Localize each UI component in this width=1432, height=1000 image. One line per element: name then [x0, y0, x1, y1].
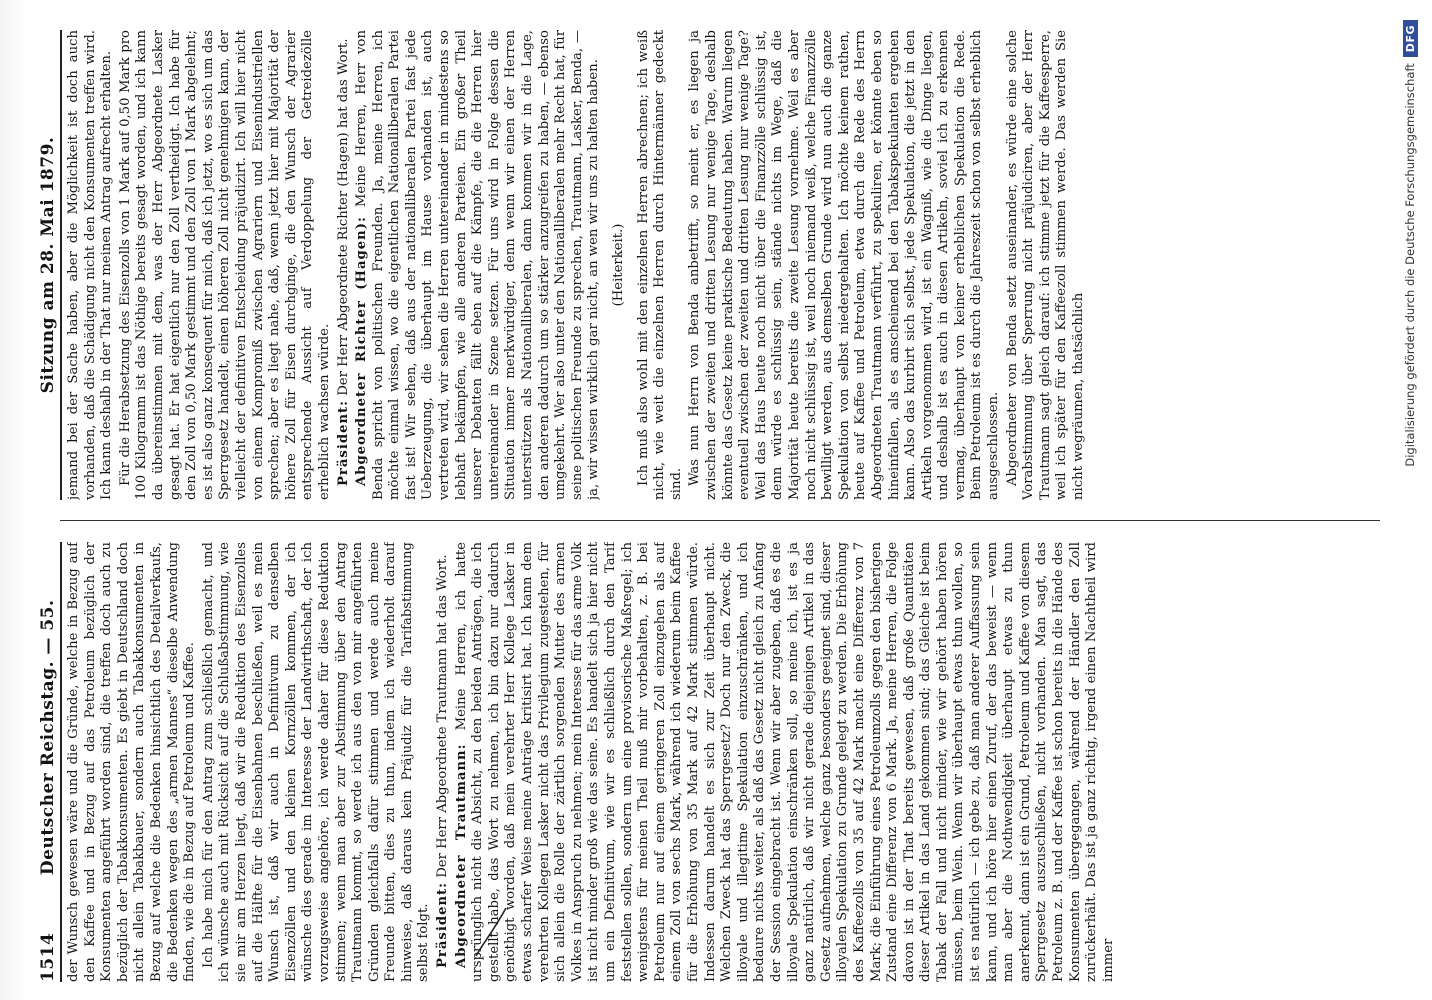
left-column [66, 542, 1388, 982]
pen-stroke-mark [470, 900, 510, 960]
right-paragraph-1: jemand bei der Sache haben, aber die Möglichkeit ist doch auch vorhanden, daß die Schädigung nicht den Konsumenten treffen wird. Ich kann deshalb in der That nur meinen Antrag aufrecht erhalten. [66, 30, 115, 500]
speaker-label: Abgeordneter Trautmann: [453, 743, 469, 968]
digitization-footer [1395, 20, 1425, 980]
right-after-1: Ich muß also wohl mit den einzelnen Herren abrechnen; ich weiß nicht, wie weit die einzelnen Herren durch Hintermänner gedeckt sind. [635, 30, 684, 500]
right-speech [354, 30, 603, 500]
dfg-logo: DFG [1403, 20, 1418, 57]
column-divider [60, 520, 1380, 521]
speech-text: Meine Herren, Herr von Benda spricht von politischen Freunden. Ja, meine Herren, ich möchte einmal wissen, wo die eigentlichen Nationalliberalen Partei fast ist! Wir sehen, daß aus der nationalliberalen Partei fast jede Ueberzeugung, die überhaupt im Hause vorhanden ist, auch vertreten wird, wir sehen die Herren untereinander in mindestens so lebhaft bekämpfen, wie alle anderen Parteien. Ein großer Theil unserer Debatten fällt eben auf die Kämpfe, die die Herren hier untereinander in Szene setzen. Für uns wird in Folge dessen die Situation immer merkwürdiger, denn wenn wir einen der Herren unterstützen als Nationalliberalen, dann kommen wir in die Lage, den anderen dadurch um so stärker anzugreifen zu haben, — ebenso umgekehrt. Wer also unter den Nationalliberalen mehr Recht hat, für seine politischen Freunde zu sprechen, Trautmann, Lasker, Benda, — ja, wir wissen wirklich gar nicht, an wen wir uns zu halten haben. [354, 30, 602, 500]
left-header [30, 542, 62, 982]
left-paragraph-2: Ich habe mich für den Antrag zum schließlich gemacht, und ich wünsche auch mit Rücksicht auf die Schlußabstimmung, wie sie mir am Herzen liegt, daß wir die Reduktion des Eisenzolles auf die Hälfte für die Eisenbahnen beschließen, weil es mein Wunsch ist, daß wir auch in Definitivum zu denselben Eisenzöllen und den kleinen Kornzöllen kommen, der ich wünsche dies gerade im Interesse der Landwirthschaft, der ich vorzugsweise angehöre, ich werde daher für diese Reduktion stimmen; wenn man aber zur Abstimmung über den Antrag Trautmann kommt, so werde ich aus den von mir angeführten Gründen gleichfalls dafür stimmen und werde auch meine Freunde bitten, dies zu thun, indem ich wiederholt darauf hinweise, daß daraus kein Präjudiz für die Tarifabstimmung selbst folgt. [200, 542, 432, 982]
president-text: Der Herr Abgeordnete Richter (Hagen) hat das Wort. [335, 38, 351, 396]
left-president-line [435, 542, 452, 982]
page-number: 1514 [38, 932, 58, 982]
left-speech [454, 542, 1118, 982]
session-date: Sitzung am 28. Mai 1879. [38, 136, 58, 394]
speech-text: Meine Herren, ich hatte ursprünglich nicht die Absicht, zu den beiden Anträgen, die ich gestellt habe, das Wort zu nehmen, ich bin dazu nur dadurch genöthigt worden, daß mein verehrter Herr Kollege Lasker in etwas scharfer Weise meine Anträge kritisirt hat. Ich kann dem verehrten Kollegen Lasker nicht das Privilegium zugestehen, für sich allein die Rolle der zärtlich sorgenden Mutter des armen Volkes in Anspruch zu nehmen; mein Interesse für das arme Volk ist nicht minder groß wie das seine. Es handelt sich ja hier nicht um ein Definitivum, wie wir es schließlich durch den Tarif feststellen sollen, sondern um eine provisorische Maßregel; ich wenigstens für meinen Theil muß mir vorbehalten, z. B. bei Petroleum nur auf einem geringeren Zoll einzugehen als auf einem Zoll von sechs Mark, während ich wiederum beim Kaffee für die Erhöhung von 35 Mark auf 42 Mark stimmen würde. Indessen darum handelt es sich zur Zeit überhaupt nicht. Welchen Zweck hat das Sperrgesetz? Doch nur den Zweck, die illoyale und illegitime Spekulation einzuschränken, und ich bedaure nichts weiter, als daß das Gesetz nicht gleich zu Anfang der Session eingebracht ist. Wenn wir aber zugeben, daß es die illoyale Spekulation einschränken soll, so meine ich, ist es ja ganz natürlich, daß wir nicht gerade diejenigen Artikel in das Gesetz aufnehmen, welche ganz besonders geeignet sind, dieser illoyalen Spekulation zu Grunde gelegt zu werden. Die Erhöhung des Kaffeezolls von 35 auf 42 Mark macht eine Differenz von 7 Mark; die Einführung eines Petroleumzolls gegen den bisherigen Zustand eine Differenz von 6 Mark. Ja, meine Herren, die Folge davon ist in der That bereits gewesen, daß große Quantitäten dieser Artikel in das Land gekommen sind; das Gleiche ist beim Tabak der Fall und nicht minder, wie wir gehört haben hören müssen, beim Wein. Wenn wir überhaupt etwas thun wollen, so ist es natürlich — ich gebe zu, daß man anderer Auffassung sein kann, und ich höre hier einen Zuruf, der das beweist — wenn man aber die Nothwendigkeit überhaupt etwas zu thun anerkennt, dann ist ein Grund, Petroleum und Kaffee von diesem Sperrgesetz auszuschließen, nicht vorhanden. Man sagt, das Petroleum z. B. und der Kaffee ist schon bereits in die Hände des Konsumenten übergegangen, während der Händler den Zoll zurückerhält. Das ist ja ganz richtig, irgend einen Nachtheil wird immer [453, 542, 1116, 982]
right-header [30, 30, 62, 500]
digitization-note: Digitalisierung gefördert durch die Deutsche Forschungsgemeinschaft [1403, 63, 1417, 467]
scan-edge [0, 0, 28, 1000]
speaker-label: Präsident: [435, 881, 451, 968]
right-paragraph-2: Für die Herabsetzung des Eisenzolls von 1 Mark auf 0,50 Mark pro 100 Kilogramm ist das Nöthige bereits gesagt worden, und ich kann da übereinstimmen mit dem, was der Herr Abgeordnete Lasker gesagt hat. Er hat eigentlich nur den Zoll vertheidigt. Ich habe für den Zoll von 0,50 Mark gestimmt und den Zoll von 1 Mark abgelehnt; es ist also ganz konsequent für mich, daß ich jetzt, wo es sich um das Sperrgesetz handelt, einen höheren Zoll nicht genehmigen kann, der vielleicht der definitiven Entscheidung präjudizirt. Ich will hier nicht von einem Kompromiß zwischen Agrariern und Eisenindustriellen sprechen; aber es liegt nahe, daß, wenn jetzt hier mit Majorität der höhere Zoll für Eisen durchginge, die den Wunsch der Agrarier entsprechende Aussicht auf Verdoppelung der Getreidezölle erheblich wachsen würde. [117, 30, 332, 500]
right-column [66, 30, 1388, 500]
stage-direction: (Heiterkeit.) [611, 223, 626, 307]
right-after-3: Abgeordneter von Benda setzt auseinander, es würde eine solche Vorabstimmung über Sperrung nicht präjudiciren, aber der Herr Trautmann sagt gleich darauf: ich stimme jetzt für die Kaffeesperre, weil ich später für den Kaffeezoll stimmen werde. Das werden Sie nicht wegräumen, thatsächlich [1004, 30, 1087, 500]
speaker-label: Abgeordneter Richter (Hagen): [354, 216, 370, 486]
right-president-line [336, 30, 353, 500]
president-text: Der Herr Abgeordnete Trautmann hat das Wort. [435, 554, 451, 878]
right-after-2: Was nun Herrn von Benda anbetrifft, so meint er, es liegen ja zwischen der zweiten und dritten Lesung nur wenige Tage, deshalb könnte das Gesetz keine praktische Bedeutung haben. Warum liegen eventuell zwischen der zweiten und dritten Lesung nur wenige Tage? Weil das Haus heute noch nicht über die Finanzzölle schlüssig ist, denn würde es schlüssig sein, stände nichts im Wege, daß die Majorität heute bereits die zweite Lesung vornehme. Weil es aber noch nicht schlüssig ist, weil noch niemand weiß, welche Finanzzölle bewilligt werden, aus demselben Grunde wird nun auch die ganze Spekulation von selbst niedergehalten. Ich möchte keinem rathen, heute auf Kaffee und Petroleum, etwa durch die Rede des Herrn Abgeordneten Trautmann verführt, zu spekuliren, er könnte eben so hineinfallen, als es anscheinend bei den Tabakspekulanten ergehen kann. Also das kurbirt sich selbst, jede Spekulation, die jetzt in den Artikeln vorgenommen wird, ist ein Wagniß, wie die Dinge liegen, und deshalb ist es auch in diesen Artikeln, soviel ich zu erkennen vermag, überhaupt von keiner erheblichen Spekulation die Rede. Beim Petroleum ist es durch die Jahreszeit schon von selbst erheblich ausgeschlossen. [687, 30, 1002, 500]
page-title: Deutscher Reichstag. — 55. [38, 599, 58, 876]
left-paragraph-1: der Wunsch gewesen wäre und die Gründe, welche in Bezug auf den Kaffee und in Bezug auf das Petroleum bezüglich der Konsumenten angeführt worden sind, die treffen doch auch zu bezüglich der Tabakkonsumenten. Es giebt in Deutschland doch nicht allein Tabakbauer, sondern auch Tabakkonsumenten in Bezug auf welche die Bedenken hinsichtlich des Detailverkaufs, die Bedenken wegen des „armen Mannes“ dieselbe Anwendung finden, wie die in Bezug auf Petroleum und Kaffee. [66, 542, 198, 982]
speaker-label: Präsident: [335, 399, 351, 486]
